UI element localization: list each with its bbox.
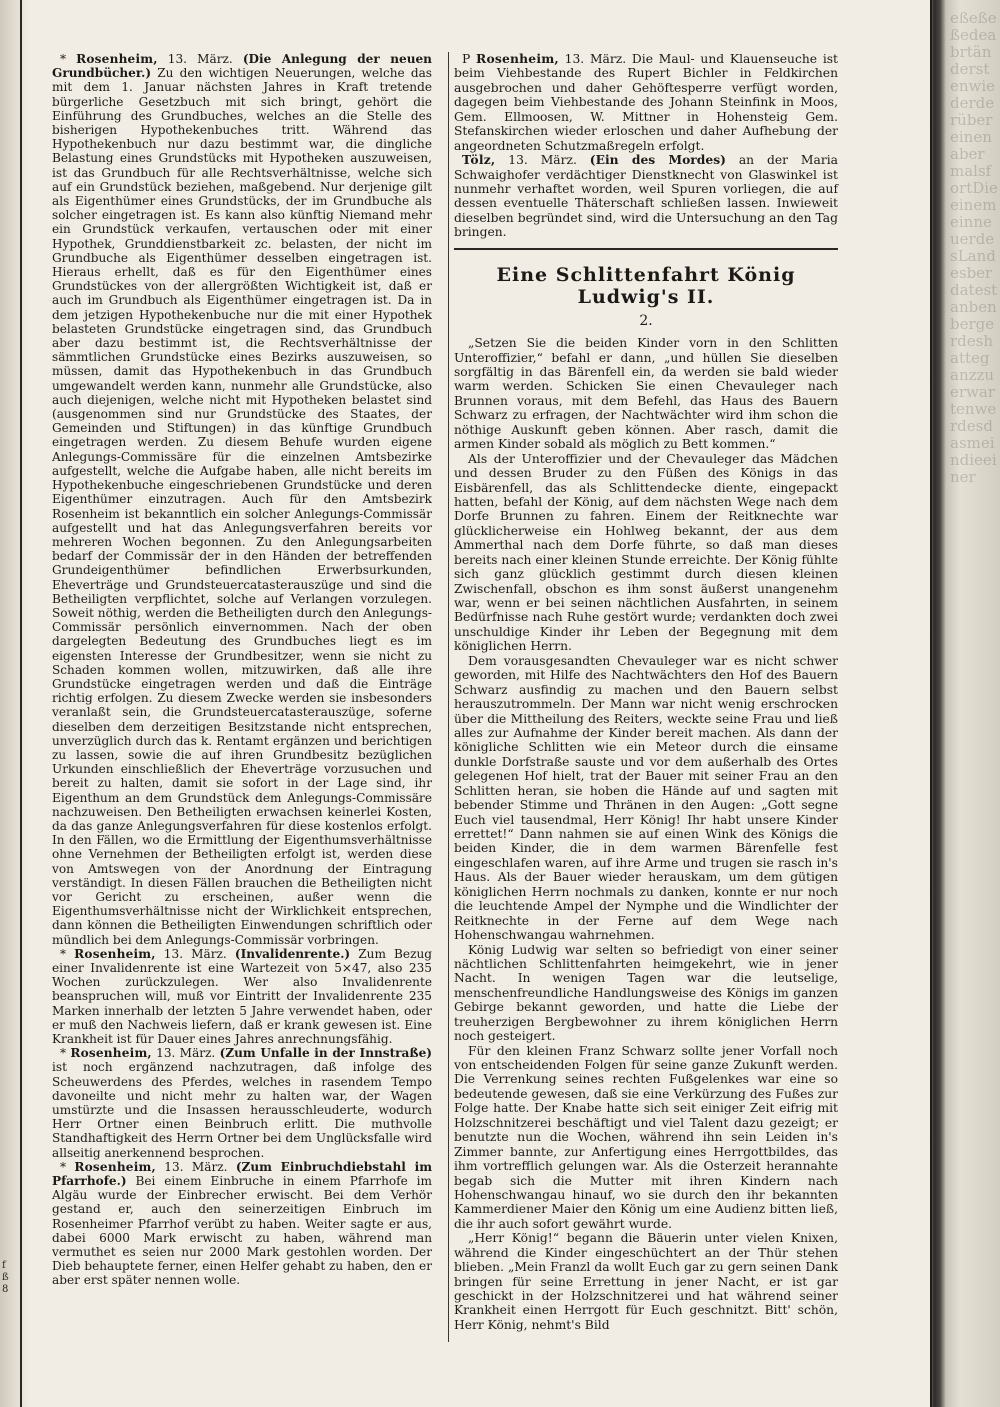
news-item xyxy=(52,947,432,1046)
left-column xyxy=(52,52,432,1288)
item-topic: (Zum Einbruchdiebstahl im Pfarrhofe.) xyxy=(52,1159,432,1189)
dateline-place: Tölz, xyxy=(462,152,496,168)
story-paragraph: Als der Unteroffizier und der Chevauleger das Mädchen und dessen Bruder zu den Füßen des Königs in das Eisbärenfell, das als Schlittendecke diente, eingepackt hatten, befahl der König, auf dem nächsten Wege nach dem Dorfe Brunnen zu fahren. Einem der Reitknechte war glücklicherweise ein Hohlweg bekannt, der aus dem Ammerthal nach dem Dorfe führte, so daß man dieses bereits nach einer kleinen Stunde erreichte. Der König fühlte sich ganz glücklich gestimmt durch diesen kleinen Zwischenfall, obschon es ihm sonst äußerst unangenehm war, wenn er bei seinen nächtlichen Ausfahrten, in seinem Bedürfnisse nach Ruhe gestört wurde; verdankten doch zwei unschuldige Kinder ihr Leben der Begegnung mit dem königlichen Herrn. xyxy=(454,451,838,654)
item-body: Zu den wichtigen Neuerungen, welche das mit dem 1. Januar nächsten Jahres in Kraft tretende bürgerliche Gesetzbuch mit sich bringt, gehört die Einführung des Grundbuches, welches an die Stelle des bisherigen Hypothekenbuches tritt. Während das Hypothekenbuch nur dazu bestimmt war, die dingliche Belastung eines Grundstücks mit Hypotheken auszuweisen, ist das Grundbuch für alle Rechtsverhältnisse, welche sich auf ein Grundstück beziehen, maßgebend. Nur derjenige gilt als Eigenthümer eines Grundstücks, der im Grundbuche als solcher eingetragen ist. Es kann also künftig Niemand mehr ein Grundstück verkaufen, vertauschen oder mit einer Hypothek, Grunddienstbarkeit zc. belasten, der nicht im Grundbuche als Eigenthümer desselben eingetragen ist. Hieraus erhellt, daß es für den Eigenthümer eines Grundstückes von der allergrößten Wichtigkeit ist, daß er auch im Grundbuch als Eigenthümer eingetragen ist. Da in dem jetzigen Hypothekenbuche nur die mit einer Hypothek belasteten Grundstücke eingetragen sind, das Grundbuch aber dazu bestimmt ist, die Rechtsverhältnisse der sämmtlichen Grundstücke eines Bezirks auszuweisen, so müssen, damit das Hypothekenbuch in das Grundbuch umgewandelt werden kann, nunmehr alle Grundstücke, also auch diejenigen, welche nicht mit Hypotheken belastet sind (ausgenommen sind nur Grundstücke des Staates, der Gemeinden und Stiftungen) in das künftige Grundbuch eingetragen werden. Zu diesem Behufe wurden eigene Anlegungs-Commissäre für die einzelnen Amtsbezirke aufgestellt, welche die Aufgabe haben, alle nicht bereits im Hypothekenbuche eingeschriebenen Grundstücke und deren Eigenthümer einzutragen. Auch für den Amtsbezirk Rosenheim ist bekanntlich ein solcher Anlegungs-Commissär aufgestellt und hat das Anlegungsverfahren bereits vor mehreren Wochen begonnen. Zu den Anlegungsarbeiten bedarf der Commissär der in den Händen der betreffenden Grundeigenthümer befindlichen Erwerbsurkunden, Eheverträge und Grundsteuercatasterauszüge und sind die Betheiligten verpflichtet, solche auf Verlangen vorzulegen. Soweit nöthig, werden die Betheiligten durch den Anlegungs-Commissär persönlich einvernommen. Nach der oben dargelegten Bedeutung des Grundbuches liegt es im eigensten Interesse der Grundbesitzer, wenn sie nicht zu Schaden kommen wollen, mitzuwirken, daß alle ihre Grundstücke eingetragen werden und daß die Einträge richtig erfolgen. Zu diesem Zwecke werden sie insbesonders veranlaßt sein, die Grundsteuercatasterauszüge, soferne dieselben dem derzeitigen Besitzstande nicht entsprechen, unverzüglich durch das k. Rentamt ergänzen und berichtigen zu lassen, sowie die auf ihren Grundbesitz bezüglichen Urkunden einschließlich der Eheverträge vorzusuchen und bereit zu halten, damit sie sofort in der Lage sind, ihr Eigenthum an dem Grundstück dem Anlegungs-Commissäre nachzuweisen. Den Betheiligten erwachsen keinerlei Kosten, da das ganze Anlegungsverfahren für diese kostenlos erfolgt. In den Fällen, wo die Ermittlung der Eigenthumsverhältnisse ohne Vernehmen der Betheiligten erfolgt ist, werden diese von Amtswegen von der Anordnung der Eintragung verständigt. In diesen Fällen brauchen die Betheiligten nicht vor Gericht zu erscheinen, außer wenn die Eigenthumsverhältnisse nicht der Wirklichkeit entsprechen, dann können die Betheiligten Einwendungen schriftlich oder mündlich bei dem Anlegungs-Commissär vorbringen. xyxy=(52,66,432,947)
story-part-number: 2. xyxy=(639,312,653,329)
gutter-rule xyxy=(20,0,22,1407)
dateline-place: Rosenheim, xyxy=(476,51,559,66)
page-edge-line xyxy=(930,0,932,1407)
news-item xyxy=(52,1160,432,1288)
news-item xyxy=(52,1046,432,1160)
item-topic: (Zum Unfalle in der Innstraße) xyxy=(219,1046,432,1061)
dateline-place: Rosenheim, xyxy=(76,52,158,66)
item-topic: (Invalidenrente.) xyxy=(234,946,351,961)
story-paragraph: Für den kleinen Franz Schwarz sollte jener Vorfall noch von entscheidenden Folgen für seine ganze Zukunft werden. Die Verrenkung seines rechten Fußgelenkes war eine so bedeutende gewesen, daß sie eine Verkürzung des Fußes zur Folge hatte. Der Knabe hatte sich seit einiger Zeit eifrig mit Holzschnitzerei beschäftigt und viel Talent dazu gezeigt; er benutzte nun die Wochen, während ihn sein Leiden in's Zimmer bannte, zur Anfertigung eines Herrgottbildes, das ihm vortrefflich gelungen war. Als die Osterzeit herannahte begab sich die Mutter mit ihren Kindern nach Hohenschwangau hinauf, wo sie durch den ihr bekannten Kammerdiener Maier den König um eine Audienz bitten ließ, die ihr auch sofort gewährt wurde. xyxy=(454,1043,838,1231)
news-item xyxy=(454,153,838,240)
item-body: an der Maria Schwaighofer verdächtiger Dienstknecht von Glaswinkel ist nunmehr verhaftet worden, weil Spuren vorliegen, die auf dessen eventuelle Thäterschaft schließen lassen. Inwieweit dieselben begründet sind, wird die Untersuchung an den Tag bringen. xyxy=(454,153,838,240)
dateline-place: Rosenheim, xyxy=(74,1159,156,1174)
adjoining-page-edge xyxy=(930,0,1000,1407)
item-body: Zum Bezug einer Invalidenrente ist eine Wartezeit von 5×47, also 235 Wochen zurückzulegen. Wer also Invalidenrente beanspruchen will, muß vor Eintritt der Invalidenrente 235 Marken innerhalb der letzten 5 Jahre verwendet haben, oder er muß den Nachweis liefern, daß er krank gewesen ist. Eine Krankheit ist für Dauer eines Jahres anrechnungsfähig. xyxy=(52,946,432,1047)
dateline-place: Rosenheim, xyxy=(70,1046,152,1061)
item-marker: * xyxy=(60,1046,71,1061)
right-column xyxy=(454,52,838,1332)
bleed-through-text: eßeßeßedeabrtänderstenwiederderübereinenabermalsfortDieeinemeinneuerdesLandesberdatestanbenbergerdeshatteganzzuerwartenwerdesdasmeindieeiner xyxy=(950,10,998,486)
margin-marks: f ß 8 xyxy=(2,1260,9,1295)
story-paragraph: Dem vorausgesandten Chevauleger war es nicht schwer geworden, mit Hilfe des Nachtwächters den Hof des Bauern Schwarz ausfindig zu machen und den Bauern selbst herauszutrommeln. Der Mann war nicht wenig erschrocken über die Mittheilung des Reiters, weckte seine Frau und ließ alles zur Aufnahme der Kinder bereit machen. Als dann der königliche Schlitten wie ein Meteor durch die einsame dunkle Dorfstraße sauste und vor dem außerhalb des Ortes gelegenen Hof hielt, trat der Bauer mit seiner Frau an den Schlitten heran, sie hoben die Hände auf und sagten mit bebender Stimme und Thränen in den Augen: „Gott segne Euch viel tausendmal, Herr König! Ihr habt unsere Kinder errettet!“ Dann nahmen sie auf einen Wink des Königs die beiden Kinder, die in dem warmen Bärenfelle fest eingeschlafen waren, auf ihre Arme und trugen sie rasch in's Haus. Als der Bauer wieder herauskam, um dem gütigen königlichen Herrn nochmals zu danken, konnte er nur noch die leuchtende Ampel der Nymphe und die Windlichter der Reitknechte in der Ferne auf dem Wege nach Hohenschwangau wahrnehmen. xyxy=(454,653,838,943)
news-item xyxy=(52,52,432,947)
item-body: Die Maul- und Klauenseuche ist beim Viehbestande des Rupert Bichler in Feldkirchen ausgebrochen und daher Gehöftesperre verfügt worden, dagegen beim Viehbestande des Johann Steinfink in Moos, Gem. Ellmoosen, W. Mittner in Hohensteig Gem. Stefanskirchen wieder erloschen und daher Aufhebung der angeordneten Schutzmaßregeln erfolgt. xyxy=(454,52,839,153)
item-topic: (Ein des Mordes) xyxy=(589,152,726,168)
dateline-place: Rosenheim, xyxy=(74,946,156,961)
dateline-date: 13. März. xyxy=(558,52,627,66)
dateline-date: 13. März. xyxy=(151,1046,220,1061)
story-title: Eine Schlittenfahrt König Ludwig's II. xyxy=(496,263,796,308)
news-item xyxy=(454,52,838,153)
section-divider xyxy=(454,248,838,250)
item-marker: * xyxy=(60,1159,75,1174)
dateline-date: 13. März. xyxy=(495,153,590,168)
story-paragraph: „Herr König!“ begann die Bäuerin unter vielen Knixen, während die Kinder eingeschüchtert an der Thür stehen blieben. „Mein Franzl da wollt Euch gar zu gern seinen Dank bringen für seine Errettung in jener Nacht, er ist gar geschickt in der Holzschnitzerei und hat während seiner Krankheit einen Herrgott für Euch geschnitzt. Bitt' schön, Herr König, nehmt's Bild xyxy=(454,1231,838,1332)
column-rule xyxy=(448,52,449,1342)
dateline-date: 13. März. xyxy=(157,52,243,66)
item-marker: * xyxy=(60,946,75,961)
item-marker: P xyxy=(462,52,477,66)
dateline-date: 13. März. xyxy=(155,1159,236,1174)
story-paragraph: König Ludwig war selten so befriedigt von einer seiner nächtlichen Schlittenfahrten heimgekehrt, wie in jener Nacht. In wenigen Tagen war die leutselige, menschenfreundliche Handlungsweise des Königs im ganzen Gebirge bekannt geworden, und hatte die Liebe der treuherzigen Bergbewohner zu ihrem königlichen Herrn noch gesteigert. xyxy=(454,942,838,1044)
item-topic: (Die Anlegung der neuen Grundbücher.) xyxy=(52,52,432,81)
item-body: ist noch ergänzend nachzutragen, daß infolge des Scheuwerdens des Pferdes, welches in rasendem Tempo davoneilte und nicht mehr zu halten war, der Wagen umstürzte und die Insassen herausschleuderte, wodurch Herr Ortner einen Beinbruch erlitt. Die muthvolle Standhaftigkeit des Herrn Ortner bei dem Unglücksfalle wird allseitig anerkennend besprochen. xyxy=(52,1060,432,1160)
item-marker: * xyxy=(60,52,77,66)
item-body: Bei einem Einbruche in einem Pfarrhofe im Algäu wurde der Einbrecher erwischt. Bei dem Verhör gestand er, auch den seinerzeitigen Einbruch im Rosenheimer Pfarrhof verübt zu haben. Weiter sagte er aus, dabei 6000 Mark erwischt zu haben, während man vermuthet es seien nur 2000 Mark gestohlen worden. Der Dieb behauptete ferner, einen Helfer gehabt zu haben, den er aber erst später nennen wolle. xyxy=(52,1174,432,1288)
story-paragraph: „Setzen Sie die beiden Kinder vorn in den Schlitten Unteroffizier,“ befahl er dann, „und hüllen Sie dieselben sorgfältig in das Bärenfell ein, da werden sie bald wieder warm werden. Schicken Sie einen Chevauleger nach Brunnen voraus, mit dem Befehl, das Haus des Bauern Schwarz zu erfragen, der Nachtwächter wird ihm schon die nöthige Auskunft geben können. Aber rasch, damit die armen Kinder sobald als möglich zu Bett kommen.“ xyxy=(454,336,838,452)
binding-gutter xyxy=(0,0,30,1407)
dateline-date: 13. März. xyxy=(155,946,235,961)
